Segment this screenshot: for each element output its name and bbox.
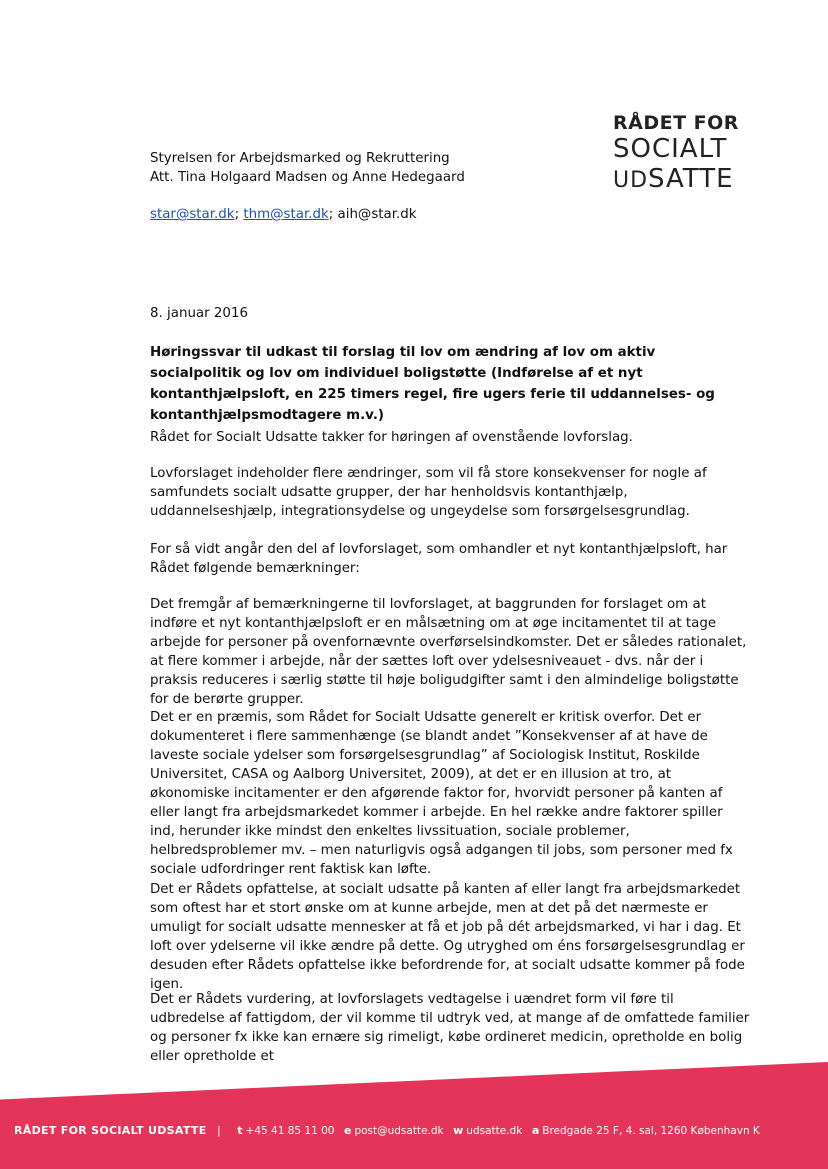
logo-line-3 — [613, 164, 763, 196]
recipient-emails — [150, 205, 417, 224]
letter-date: 8. januar 2016 — [150, 306, 248, 321]
body-paragraph-5: Det er en præmis, som Rådet for Socialt Udsatte generelt er kritisk overfor. Det er dokumenteret i flere sammenhænge (se blandt andet ”Konsekvenser af at have de laveste sociale ydelser som forsørgelsesgrundlag” af Sociologisk Institut, Roskilde Universitet, CASA og Aalborg Universitet, 2009), at det er en illusion at tro, at økonomiske incitamenter er den afgørende faktor for, hvorvidt personer på kanten af eller langt fra arbejdsmarkedet kommer i arbejde. En hel række andre faktorer spiller ind, herunder ikke mindst den enkeltes livssituation, sociale problemer, helbredsproblemer mv. – men naturligvis også adgangen til jobs, som personer med fx sociale udfordringer rent faktisk kan løfte. — [150, 710, 733, 877]
body-paragraph-3: For så vidt angår den del af lovforslaget, som omhandler et nyt kontanthjælpsloft, har Rådet følgende bemærkninger: — [150, 542, 728, 576]
footer-organization-name: RÅDET FOR SOCIALT UDSATTE — [14, 1124, 207, 1137]
organization-logo — [613, 112, 763, 196]
footer-address-key: a — [531, 1124, 540, 1137]
body-paragraph-4: Det fremgår af bemærkningerne til lovforslaget, at baggrunden for forslaget om at indføre et nyt kontanthjælpsloft er en målsætning om at øge incitamentet til at tage arbejde for personer på ovenfornævnte overførselsindkomster. Det er således rationalet, at flere kommer i arbejde, når der sættes loft over ydelsesniveauet - dvs. når der i praksis reduceres i særlig støtte til høje boligudgifter samt i den almindelige boligstøtte for de berørte grupper. — [150, 597, 747, 707]
recipient-block — [150, 149, 465, 187]
logo-line-3-small: UD — [613, 168, 649, 193]
email-link-thm[interactable]: thm@star.dk — [243, 207, 329, 222]
body-paragraph-6: Det er Rådets opfattelse, at socialt udsatte på kanten af eller langt fra arbejdsmarkedet som oftest har et stort ønske om at kunne arbejde, men at det på det nærmeste er umuligt for socialt udsatte mennesker at få et job på dét arbejdsmarked, vi har i dag. Et loft over ydelserne vil ikke ændre på dette. Og utryghed om éns forsørgelsesgrundlag er desuden efter Rådets opfattelse ikke befordrende for, at socialt udsatte kommer på fode igen. — [150, 882, 745, 992]
email-text-aih: aih@star.dk — [337, 207, 417, 222]
footer-email: post@udsatte.dk — [354, 1125, 444, 1137]
recipient-line-2: Att. Tina Holgaard Madsen og Anne Hedegaard — [150, 170, 465, 185]
logo-line-2: SOCIALT — [613, 134, 728, 164]
footer-contact-line — [14, 1124, 814, 1137]
footer-web-key: w — [453, 1124, 464, 1137]
footer-address: Bredgade 25 F, 4. sal, 1260 København K — [542, 1125, 760, 1137]
body-paragraph-7: Det er Rådets vurdering, at lovforslagets vedtagelse i uændret form vil føre til udbredelse af fattigdom, der vil komme til udtryk ved, at mange af de omfattede familier og personer fx ikke kan ernære sig rimeligt, købe ordineret medicin, opretholde en bolig eller opretholde et — [150, 992, 750, 1064]
footer-divider: | — [217, 1124, 221, 1137]
footer-phone: +45 41 85 11 00 — [245, 1125, 335, 1137]
body-paragraph-1: Rådet for Socialt Udsatte takker for høringen af ovenstående lovforslag. — [150, 430, 633, 445]
letter-subject: Høringssvar til udkast til forslag til lov om ændring af lov om aktiv socialpolitik og lov om individuel boligstøtte (Indførelse af et nyt kontanthjælpsloft, en 225 timers regel, fire ugers ferie til uddannelses- og kontanthjælpsmodtagere m.v.) — [150, 345, 715, 423]
footer-band — [0, 1062, 828, 1169]
logo-line-1: RÅDET FOR — [613, 112, 739, 134]
email-separator-1: ; — [234, 207, 240, 222]
footer-email-key: e — [343, 1124, 352, 1137]
email-link-star[interactable]: star@star.dk — [150, 207, 235, 222]
footer-phone-key: t — [237, 1124, 243, 1137]
body-paragraph-2: Lovforslaget indeholder flere ændringer, som vil få store konsekvenser for nogle af samfundets socialt udsatte grupper, der har henholdsvis kontanthjælp, uddannelseshjælp, integrationsydelse og ungeydelse som forsørgelsesgrundlag. — [150, 466, 707, 519]
recipient-line-1: Styrelsen for Arbejdsmarked og Rekruttering — [150, 151, 450, 166]
logo-line-3-rest: SATTE — [648, 164, 734, 194]
footer-web: udsatte.dk — [466, 1125, 523, 1137]
email-separator-2: ; — [328, 207, 334, 222]
